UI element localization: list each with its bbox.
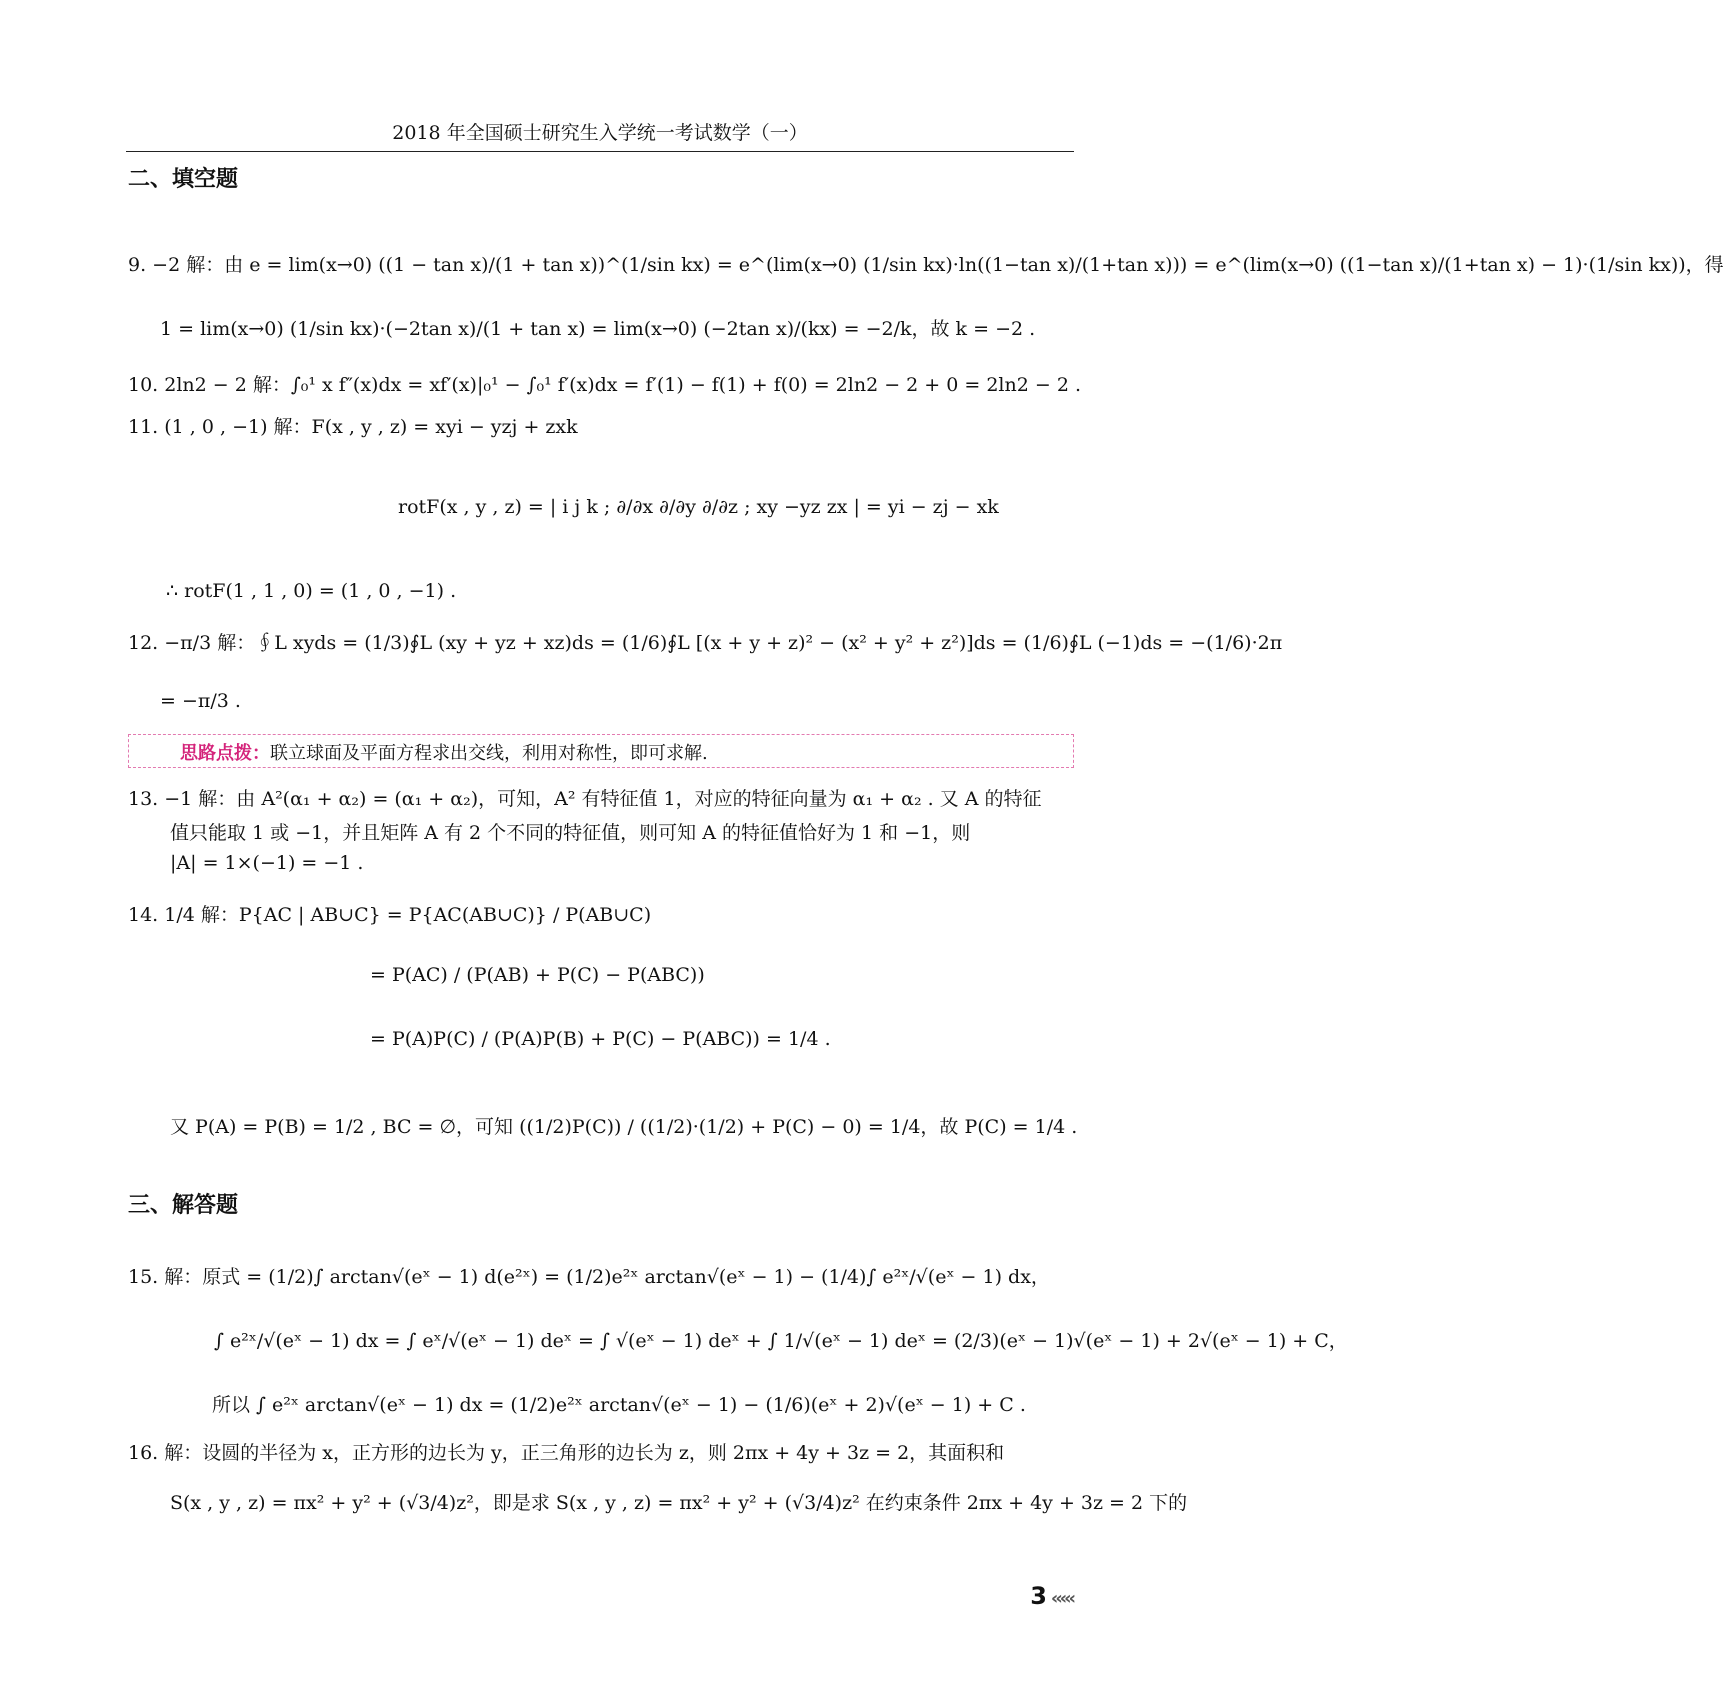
q14-line-2: = P(AC) / (P(AB) + P(C) − P(ABC)) bbox=[370, 964, 705, 986]
q14-line-4: 又 P(A) = P(B) = 1/2 , BC = ∅，可知 ((1/2)P(C)) / ((1/2)·(1/2) + P(C) − 0) = 1/4，故 P(C) = 1/4 . bbox=[170, 1116, 1078, 1138]
q9-line-1: 9. −2 解：由 e = lim(x→0) ((1 − tan x)/(1 + tan x))^(1/sin kx) = e^(lim(x→0) (1/sin kx)·ln((1−tan x)/(1+tan x))) = e^(lim(x→0) ((1−tan x)/(1+tan x) − 1)·(1/sin kx))，得 bbox=[128, 254, 1724, 276]
q9-line-2: 1 = lim(x→0) (1/sin kx)·(−2tan x)/(1 + tan x) = lim(x→0) (−2tan x)/(kx) = −2/k，故 k = −2 . bbox=[160, 318, 1036, 340]
section-heading-fill-in: 二、填空题 bbox=[128, 167, 239, 192]
q13-line-1: 13. −1 解：由 A²(α₁ + α₂) = (α₁ + α₂)，可知，A² 有特征值 1，对应的特征向量为 α₁ + α₂ . 又 A 的特征 bbox=[128, 788, 1042, 810]
q11-line-3: ∴ rotF(1 , 1 , 0) = (1 , 0 , −1) . bbox=[166, 580, 457, 602]
section-heading-solve: 三、解答题 bbox=[128, 1193, 239, 1218]
page-number bbox=[1030, 1582, 1073, 1610]
q15-line-3: 所以 ∫ e²ˣ arctan√(eˣ − 1) dx = (1/2)e²ˣ arctan√(eˣ − 1) − (1/6)(eˣ + 2)√(eˣ − 1) + C . bbox=[212, 1394, 1026, 1416]
q11-curl-determinant: rotF(x , y , z) = | i j k ; ∂/∂x ∂/∂y ∂/∂z ; xy −yz zx | = yi − zj − xk bbox=[398, 496, 999, 518]
q15-line-2: ∫ e²ˣ/√(eˣ − 1) dx = ∫ eˣ/√(eˣ − 1) deˣ = ∫ √(eˣ − 1) deˣ + ∫ 1/√(eˣ − 1) deˣ = (2/3)(eˣ − 1)√(eˣ − 1) + 2√(eˣ − 1) + C， bbox=[214, 1330, 1348, 1352]
q14-line-3: = P(A)P(C) / (P(A)P(B) + P(C) − P(ABC)) = 1/4 . bbox=[370, 1028, 831, 1050]
q13-line-2: 值只能取 1 或 −1，并且矩阵 A 有 2 个不同的特征值，则可知 A 的特征值恰好为 1 和 −1，则 bbox=[170, 822, 971, 844]
chevrons-left-icon: ‹‹‹‹‹ bbox=[1050, 1588, 1073, 1609]
q15-line-1: 15. 解：原式 = (1/2)∫ arctan√(eˣ − 1) d(e²ˣ) = (1/2)e²ˣ arctan√(eˣ − 1) − (1/4)∫ e²ˣ/√(eˣ − 1) dx， bbox=[128, 1266, 1050, 1288]
page-header-title: 2018 年全国硕士研究生入学统一考试数学（一） bbox=[392, 122, 808, 144]
tip-text: 联立球面及平面方程求出交线，利用对称性，即可求解. bbox=[270, 743, 708, 764]
q11-line-1: 11. (1 , 0 , −1) 解：F(x , y , z) = xyi − yzj + zxk bbox=[128, 416, 578, 438]
q13-line-3: |A| = 1×(−1) = −1 . bbox=[170, 852, 364, 874]
q16-line-2: S(x , y , z) = πx² + y² + (√3/4)z²，即是求 S(x , y , z) = πx² + y² + (√3/4)z² 在约束条件 2πx + 4y + 3z = 2 下的 bbox=[170, 1492, 1188, 1514]
tip-content bbox=[180, 739, 708, 765]
q12-line-2: = −π/3 . bbox=[160, 690, 241, 712]
tip-label: 思路点拨： bbox=[180, 743, 270, 764]
page-number-text: 3 bbox=[1030, 1582, 1047, 1610]
q10-line: 10. 2ln2 − 2 解：∫₀¹ x f″(x)dx = xf′(x)|₀¹ − ∫₀¹ f′(x)dx = f′(1) − f(1) + f(0) = 2ln2 − 2 + 0 = 2ln2 − 2 . bbox=[128, 374, 1081, 396]
q12-line-1: 12. −π/3 解：∮L xyds = (1/3)∮L (xy + yz + xz)ds = (1/6)∮L [(x + y + z)² − (x² + y² + z²)]ds = (1/6)∮L (−1)ds = −(1/6)·2π bbox=[128, 632, 1283, 654]
q16-line-1: 16. 解：设圆的半径为 x，正方形的边长为 y，正三角形的边长为 z，则 2πx + 4y + 3z = 2，其面积和 bbox=[128, 1442, 1005, 1464]
q14-line-1: 14. 1/4 解：P{AC | AB∪C} = P{AC(AB∪C)} / P(AB∪C) bbox=[128, 904, 652, 926]
header-divider bbox=[126, 151, 1074, 152]
